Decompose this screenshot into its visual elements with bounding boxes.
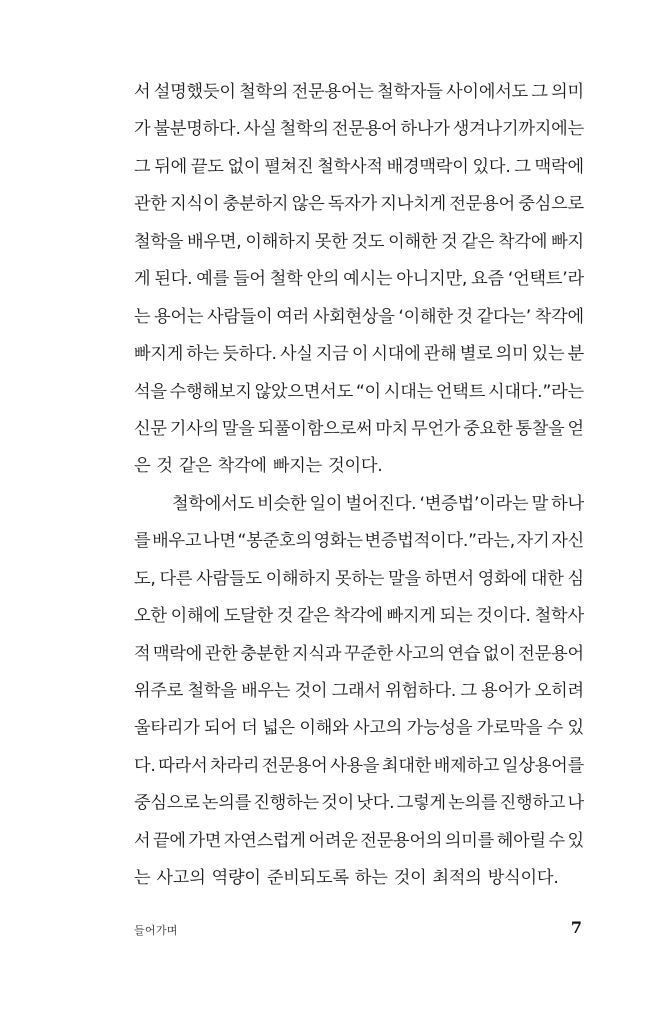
text-line bbox=[134, 823, 584, 860]
word: 것이 bbox=[321, 793, 355, 814]
word: 빠지게 bbox=[386, 606, 436, 627]
word: 같은 bbox=[178, 456, 212, 477]
word: 요즘 bbox=[471, 269, 504, 290]
word: 적 bbox=[134, 643, 151, 664]
word: 있는 bbox=[531, 344, 565, 365]
text-line bbox=[134, 111, 584, 148]
word: 진행하고 bbox=[499, 793, 566, 814]
word: 통찰을 bbox=[515, 418, 565, 439]
word: 예시는 bbox=[343, 269, 393, 290]
word: 이해한 bbox=[388, 231, 438, 252]
word: 자연스럽게 bbox=[223, 830, 306, 851]
word: 지식이 bbox=[170, 194, 220, 215]
word: 헤아릴 bbox=[496, 830, 546, 851]
word: 같은 bbox=[296, 606, 330, 627]
word: 마치 bbox=[375, 418, 409, 439]
word: 관한 bbox=[134, 194, 167, 215]
text-line bbox=[134, 74, 584, 111]
word: 빠지게 bbox=[134, 344, 184, 365]
word: 아니지만, bbox=[396, 269, 468, 290]
word: 를 bbox=[134, 531, 151, 552]
word: 도, bbox=[134, 568, 156, 589]
word: 것 bbox=[441, 231, 458, 252]
word: 전문용어 bbox=[331, 119, 398, 140]
word: 는 bbox=[134, 868, 151, 889]
word: 사회현상을 bbox=[312, 306, 395, 327]
word: 기사의 bbox=[169, 418, 219, 439]
word: 충분하지 bbox=[222, 194, 289, 215]
text-line bbox=[134, 261, 584, 298]
word: 듯하다. bbox=[222, 344, 277, 365]
word: 말을 bbox=[221, 418, 255, 439]
word: 연습 bbox=[447, 643, 481, 664]
word: 오한 bbox=[134, 606, 167, 627]
word: 철학 bbox=[269, 269, 303, 290]
text-line bbox=[134, 336, 584, 373]
word: 설명했듯이 bbox=[153, 82, 236, 102]
word: 관한 bbox=[204, 643, 238, 664]
word: 것도 bbox=[351, 231, 385, 252]
word: 사이에서도 bbox=[446, 82, 529, 102]
word: 중요한 bbox=[463, 418, 513, 439]
text-line bbox=[134, 299, 584, 336]
word: 어려운 bbox=[308, 830, 358, 851]
body-text bbox=[134, 74, 584, 898]
word: 착각에 bbox=[333, 606, 383, 627]
word: 있 bbox=[567, 718, 584, 739]
word: 하나가 bbox=[400, 119, 450, 140]
word: ‘변증법’이라는 bbox=[419, 493, 529, 514]
word: 사실 bbox=[279, 344, 313, 365]
word: 가 bbox=[134, 119, 151, 140]
word: 꾸준한 bbox=[343, 643, 394, 664]
word: 게 bbox=[134, 269, 151, 290]
word: 여러 bbox=[276, 306, 310, 327]
word: 철학의 bbox=[239, 82, 289, 102]
running-footer-title: 들어가며 bbox=[134, 924, 178, 937]
word: 이해하지 bbox=[245, 231, 311, 252]
word: 철학사 bbox=[534, 606, 584, 627]
word: 것이다. bbox=[476, 606, 531, 627]
word: 이 bbox=[351, 344, 369, 365]
word: ‘이해한 bbox=[398, 306, 453, 327]
word: 펼쳐진 bbox=[264, 156, 314, 177]
word: 도달한 bbox=[223, 606, 273, 627]
word: 하면서 bbox=[424, 568, 474, 589]
word: 이해하지 bbox=[265, 568, 332, 589]
text-line bbox=[134, 785, 584, 822]
word: 관해 bbox=[423, 344, 457, 365]
word: 충분한 bbox=[240, 643, 290, 664]
word: 시대는 bbox=[383, 381, 434, 402]
word: 없이 bbox=[227, 156, 261, 177]
word: 다. bbox=[134, 755, 156, 776]
word: 서 bbox=[134, 830, 151, 851]
word: 무언가 bbox=[411, 418, 461, 439]
word: 방식이다. bbox=[487, 868, 559, 889]
word: 사고의 bbox=[352, 718, 403, 739]
word: “이 bbox=[355, 381, 381, 402]
word: 최대한 bbox=[381, 755, 432, 776]
word: 전문용어 bbox=[449, 194, 515, 215]
word: 철학사적 bbox=[317, 156, 383, 177]
word: 끝도 bbox=[190, 156, 224, 177]
word: 차라리 bbox=[210, 755, 260, 776]
word: 벌어진다. bbox=[345, 493, 417, 514]
word: 역량이 bbox=[211, 868, 261, 889]
word: 배우고 bbox=[152, 531, 202, 552]
word: 하나 bbox=[551, 493, 584, 514]
text-line bbox=[134, 748, 584, 785]
word: 진행하는 bbox=[253, 793, 319, 814]
word: 별로 bbox=[459, 344, 493, 365]
page-number: 7 bbox=[570, 918, 582, 937]
word: 따라서 bbox=[158, 755, 208, 776]
word: 분 bbox=[567, 344, 584, 365]
word: 않았으면서도 bbox=[254, 381, 353, 402]
word: 전문용어는 bbox=[291, 82, 374, 102]
text-line bbox=[134, 860, 584, 897]
text-line bbox=[134, 186, 584, 223]
word: 같다는’ bbox=[476, 306, 532, 327]
word: 그래서 bbox=[331, 681, 381, 701]
word: 용어가 bbox=[481, 681, 531, 701]
text-line bbox=[134, 636, 584, 673]
word: 같은 bbox=[461, 231, 495, 252]
word: 일이 bbox=[309, 493, 343, 514]
word: 철학자들 bbox=[377, 82, 443, 102]
word: 자기 bbox=[516, 531, 550, 552]
word: 것이 bbox=[294, 681, 328, 701]
word: 은 bbox=[134, 456, 151, 477]
word: 끝에 bbox=[153, 830, 186, 851]
word: 전문용어 bbox=[261, 755, 328, 776]
word: 하는 bbox=[186, 344, 220, 365]
word: 사람들도 bbox=[196, 568, 262, 589]
word: 것이다. bbox=[328, 456, 383, 477]
word: 신문 bbox=[134, 418, 167, 439]
word: 의미 bbox=[551, 82, 584, 102]
word: 나면 bbox=[203, 531, 236, 552]
word: ‘언택트’라 bbox=[507, 269, 584, 290]
word: 이해에 bbox=[170, 606, 220, 627]
word: 위험하다. bbox=[385, 681, 457, 701]
word: 석을 bbox=[134, 381, 167, 402]
word: 착각에 bbox=[534, 306, 584, 327]
word: 않은 bbox=[291, 194, 325, 215]
word: 없이 bbox=[482, 643, 516, 664]
text-line bbox=[134, 523, 584, 560]
word: 못하는 bbox=[335, 568, 385, 589]
word: 위주로 bbox=[134, 681, 184, 701]
word: 더 bbox=[241, 718, 258, 739]
word: 오히려 bbox=[534, 681, 584, 701]
word: 일상용어를 bbox=[501, 755, 584, 776]
word: 것이 bbox=[393, 868, 427, 889]
word: 독자가 bbox=[327, 194, 378, 215]
word: 하는 bbox=[354, 868, 388, 889]
word: 불분명하다. bbox=[153, 119, 241, 140]
word: 나 bbox=[567, 793, 584, 814]
word: 중심으로 bbox=[134, 793, 200, 814]
word: 울타리가 bbox=[134, 718, 200, 739]
word: 전문용어 bbox=[518, 643, 584, 664]
word: 준비되도록 bbox=[266, 868, 349, 889]
word: 지식과 bbox=[292, 643, 342, 664]
word: 철학을 bbox=[187, 681, 237, 701]
word: 예를 bbox=[196, 269, 230, 290]
word: 수행해보지 bbox=[169, 381, 252, 402]
word: 배경맥락이 bbox=[386, 156, 469, 177]
word: 자신 bbox=[551, 531, 584, 552]
word: 가로막을 bbox=[476, 718, 543, 739]
word: 논의를 bbox=[201, 793, 252, 814]
word: 뒤에 bbox=[154, 156, 188, 177]
word: 의미 bbox=[495, 344, 529, 365]
word: 철학에서도 bbox=[172, 493, 255, 514]
word: 있다. bbox=[472, 156, 511, 177]
word: 언택트 bbox=[435, 381, 486, 402]
word: 것 bbox=[456, 306, 473, 327]
word: 그 bbox=[514, 156, 531, 177]
word: 지금 bbox=[315, 344, 349, 365]
word: 용어는 bbox=[154, 306, 204, 327]
word: 사람들이 bbox=[206, 306, 273, 327]
word: 얻 bbox=[567, 418, 584, 439]
word: 배우는 bbox=[241, 681, 291, 701]
word: 있 bbox=[567, 830, 584, 851]
word: 논의를 bbox=[448, 793, 498, 814]
word: 착각에 bbox=[498, 231, 548, 252]
word: 최적의 bbox=[432, 868, 482, 889]
text-line bbox=[134, 673, 584, 710]
word: 지나치게 bbox=[380, 194, 447, 215]
word: 의미를 bbox=[444, 830, 495, 851]
word: 사실 bbox=[243, 119, 277, 140]
word: 되풀이함으로써 bbox=[257, 418, 373, 439]
word: 중심으로 bbox=[518, 194, 584, 215]
word: 맥락에 bbox=[534, 156, 584, 177]
word: 것 bbox=[276, 606, 294, 627]
word: 다른 bbox=[159, 568, 193, 589]
word: 사용을 bbox=[330, 755, 380, 776]
word: 이해와 bbox=[299, 718, 349, 739]
word: 수 bbox=[546, 718, 564, 739]
word: 영화는 bbox=[313, 531, 363, 552]
word: 착각에 bbox=[217, 456, 267, 477]
word: 말 bbox=[531, 493, 549, 514]
word: 그 bbox=[531, 82, 548, 102]
word: 철학의 bbox=[279, 119, 329, 140]
text-line bbox=[134, 561, 584, 598]
word: 는 bbox=[134, 306, 151, 327]
word: 변증법적이다.”라는, bbox=[364, 531, 515, 552]
word: 가면 bbox=[188, 830, 222, 851]
text-line bbox=[134, 411, 584, 448]
word: 비슷한 bbox=[257, 493, 307, 514]
text-line bbox=[134, 149, 584, 186]
text-line bbox=[134, 710, 584, 747]
word: 사고의 bbox=[156, 868, 206, 889]
word: 맥락에 bbox=[153, 643, 203, 664]
word: 그렇게 bbox=[396, 793, 446, 814]
word: 사고의 bbox=[395, 643, 445, 664]
word: 못한 bbox=[314, 231, 348, 252]
word: 안의 bbox=[306, 269, 340, 290]
text-line bbox=[134, 598, 584, 635]
word: 빠지는 bbox=[272, 456, 323, 477]
word: “봉준호의 bbox=[237, 531, 312, 552]
text-line bbox=[134, 486, 584, 523]
word: 되어 bbox=[204, 718, 237, 739]
word: 것 bbox=[156, 456, 173, 477]
word: 낫다. bbox=[356, 793, 395, 814]
word: 생겨나기까지에는 bbox=[452, 119, 584, 140]
word: 말을 bbox=[388, 568, 421, 589]
word: 빠지 bbox=[551, 231, 584, 252]
text-line bbox=[134, 224, 584, 261]
word: 전문용어의 bbox=[360, 830, 443, 851]
word: 배제하고 bbox=[433, 755, 500, 776]
word: 심 bbox=[567, 568, 584, 589]
word: 그 bbox=[460, 681, 477, 701]
word: 서 bbox=[134, 82, 151, 102]
word: 대한 bbox=[530, 568, 564, 589]
text-line bbox=[134, 374, 584, 411]
word: 수 bbox=[548, 830, 565, 851]
word: 그 bbox=[134, 156, 151, 177]
word: 배우면, bbox=[187, 231, 242, 252]
word: 시대다.”라는 bbox=[487, 381, 584, 402]
word: 시대에 bbox=[371, 344, 421, 365]
word: 된다. bbox=[154, 269, 193, 290]
word: 철학을 bbox=[134, 231, 184, 252]
text-line bbox=[134, 448, 584, 485]
word: 넓은 bbox=[262, 718, 295, 739]
word: 되는 bbox=[439, 606, 473, 627]
word: 가능성을 bbox=[406, 718, 473, 739]
word: 들어 bbox=[233, 269, 266, 290]
word: 영화에 bbox=[477, 568, 527, 589]
